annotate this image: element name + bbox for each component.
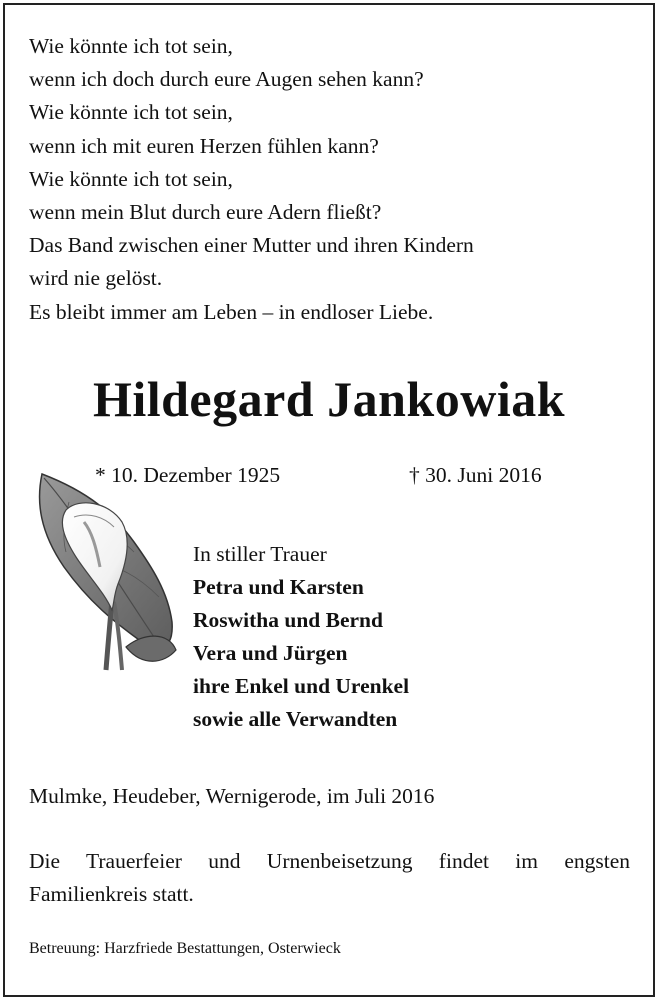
mourner-name: Petra und Karsten <box>193 575 364 599</box>
funeral-notice-line: Die Trauerfeier und Urnenbeisetzung findet im engsten <box>29 849 630 873</box>
poem-line: Wie könnte ich tot sein, <box>29 100 233 125</box>
mourner-name: ihre Enkel und Urenkel <box>193 674 410 698</box>
undertaker-credit: Betreuung: Harzfriede Bestattungen, Osterwieck <box>29 940 341 957</box>
mourner-name: sowie alle Verwandten <box>193 707 398 731</box>
poem-line: Es bleibt immer am Leben – in endloser Liebe. <box>29 299 434 324</box>
mourners <box>193 538 409 736</box>
poem-line: wenn ich doch durch eure Augen sehen kann? <box>29 67 424 92</box>
poem-line: wenn mein Blut durch eure Adern fließt? <box>29 199 382 224</box>
mourning-intro: In stiller Trauer <box>193 542 327 566</box>
poem-line: Wie könnte ich tot sein, <box>29 166 233 191</box>
place-and-date: Mulmke, Heudeber, Wernigerode, im Juli 2016 <box>29 784 435 808</box>
funeral-notice-line: Familienkreis statt. <box>29 882 194 906</box>
death-date: † 30. Juni 2016 <box>409 463 542 487</box>
poem-line: wird nie gelöst. <box>29 266 163 291</box>
mourner-name: Vera und Jürgen <box>193 641 348 665</box>
poem-line: Wie könnte ich tot sein, <box>29 34 233 58</box>
funeral-notice <box>29 845 630 911</box>
mourner-name: Roswitha und Bernd <box>193 608 383 632</box>
calla-lily-icon <box>34 472 179 672</box>
birth-date: * 10. Dezember 1925 <box>95 463 281 487</box>
poem-line: wenn ich mit euren Herzen fühlen kann? <box>29 133 379 158</box>
poem-line: Das Band zwischen einer Mutter und ihren Kindern <box>29 233 474 258</box>
deceased-name: Hildegard Jankowiak <box>92 371 566 427</box>
poem <box>29 30 474 329</box>
